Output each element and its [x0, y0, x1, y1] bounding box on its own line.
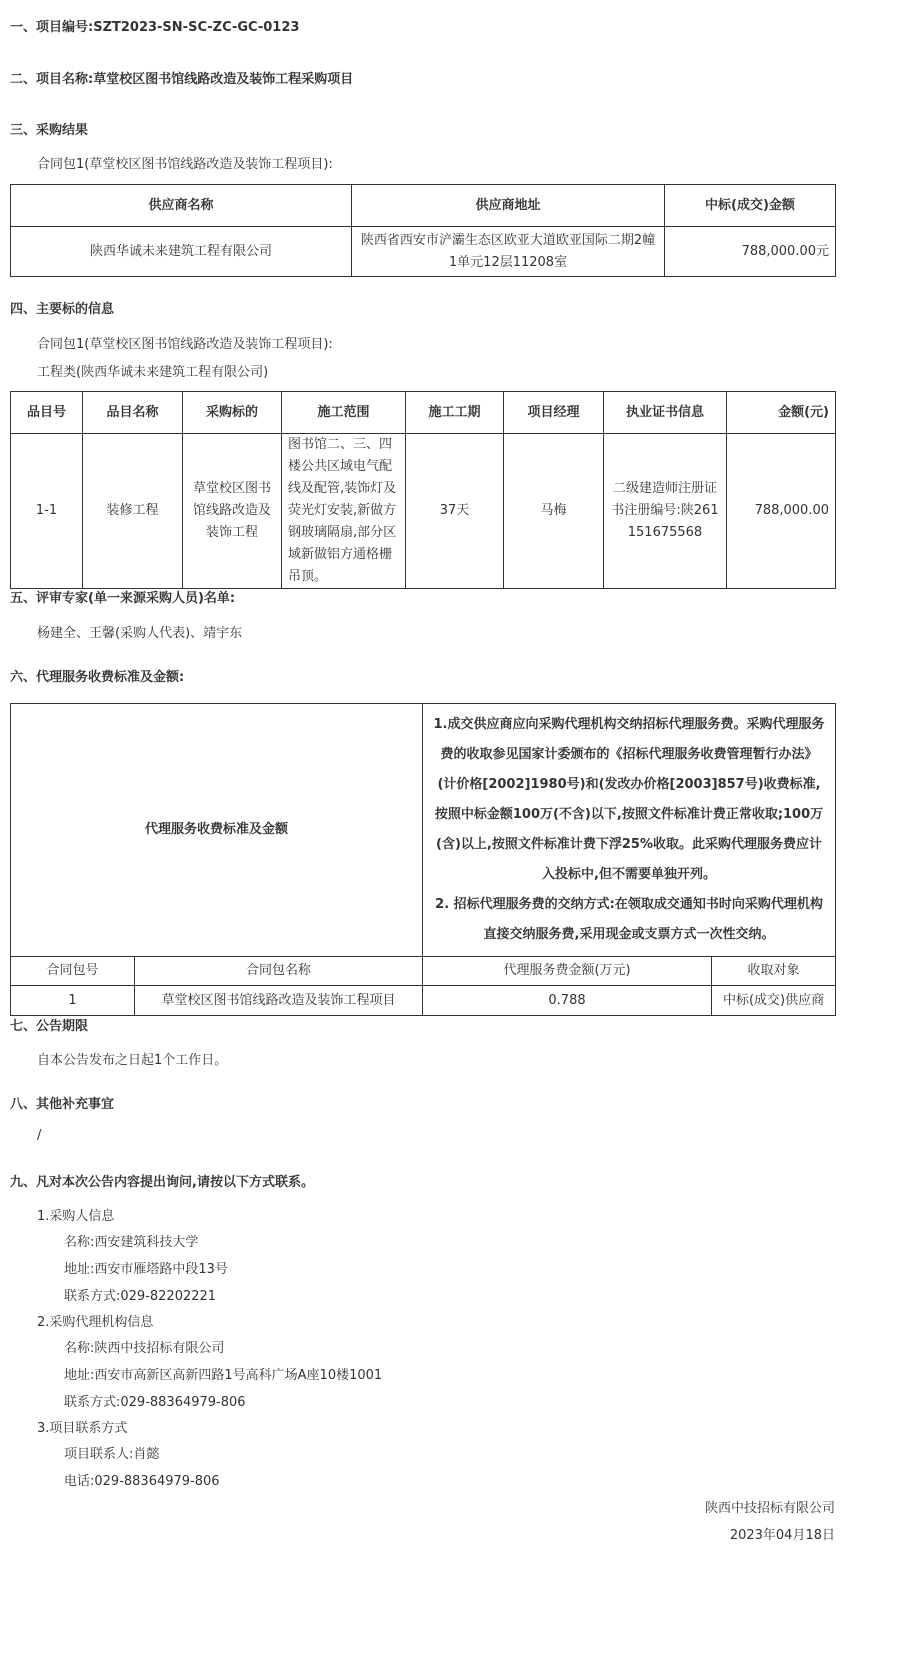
- item-period: 37天: [406, 434, 504, 589]
- supplier-address: 陕西省西安市浐灞生态区欧亚大道欧亚国际二期2幢1单元12层11208室: [352, 227, 665, 277]
- expert-names: 杨建全、王馨(采购人代表)、靖宇东: [37, 626, 243, 641]
- award-amount: 788,000.00元: [665, 227, 836, 277]
- project-number-value: SZT2023-SN-SC-ZC-GC-0123: [93, 20, 300, 35]
- result-table: [10, 184, 836, 277]
- header-package-name: 合同包名称: [135, 957, 423, 986]
- header-fee-target: 收取对象: [712, 957, 836, 986]
- fee-amount: 0.788: [423, 986, 712, 1016]
- result-table-header: [11, 185, 836, 227]
- section-title-main-items: 四、主要标的信息: [10, 302, 115, 317]
- header-item-period: 施工工期: [406, 392, 504, 434]
- project-name: [10, 68, 353, 87]
- buyer-name: 名称:西安建筑科技大学: [64, 1235, 199, 1250]
- header-package-no: 合同包号: [11, 957, 135, 986]
- header-item-name: 品目名称: [83, 392, 183, 434]
- section-title-experts: 五、评审专家(单一来源采购人员)名单:: [10, 591, 236, 606]
- items-table-header: [11, 392, 836, 434]
- section-title-contact: 九、凡对本次公告内容提出询问,请按以下方式联系。: [10, 1175, 314, 1190]
- notice-period-text: 自本公告发布之日起1个工作日。: [37, 1053, 228, 1068]
- agency-fee-label: 代理服务收费标准及金额: [11, 704, 423, 957]
- header-item-cert: 执业证书信息: [604, 392, 727, 434]
- agent-title: 2.采购代理机构信息: [37, 1315, 154, 1330]
- item-name: 装修工程: [83, 434, 183, 589]
- package-name: 草堂校区图书馆线路改造及装饰工程项目: [135, 986, 423, 1016]
- agency-fee-table: [10, 703, 836, 1016]
- buyer-address: 地址:西安市雁塔路中段13号: [64, 1262, 228, 1277]
- header-fee-amount: 代理服务费金额(万元): [423, 957, 712, 986]
- project-contact-phone: 电话:029-88364979-806: [64, 1474, 220, 1489]
- item-scope: 图书馆二、三、四楼公共区域电气配线及配管,装饰灯及荧光灯安装,新做方钢玻璃隔扇,部分区域新做铝方通格栅吊顶。: [282, 434, 406, 589]
- buyer-contact: 联系方式:029-82202221: [64, 1289, 217, 1304]
- agent-contact: 联系方式:029-88364979-806: [64, 1395, 246, 1410]
- header-item-target: 采购标的: [183, 392, 282, 434]
- package-no: 1: [11, 986, 135, 1016]
- project-contact-person: 项目联系人:肖懿: [64, 1447, 160, 1462]
- item-manager: 马梅: [504, 434, 604, 589]
- table-row: [11, 227, 836, 277]
- item-cert: 二级建造师注册证书注册编号:陕261151675568: [604, 434, 727, 589]
- project-number: [10, 16, 299, 35]
- agency-fee-terms: [423, 704, 836, 957]
- project-name-value: 草堂校区图书馆线路改造及装饰工程采购项目: [93, 72, 354, 87]
- table-row: [11, 986, 836, 1016]
- agency-fee-header: [11, 957, 836, 986]
- project-number-label: 一、项目编号:: [10, 20, 94, 35]
- project-name-label: 二、项目名称:: [10, 72, 94, 87]
- agency-fee-term-2: 2. 招标代理服务费的交纳方式:在领取成交通知书时向采购代理机构直接交纳服务费,采用现金或支票方式一次性交纳。: [435, 897, 823, 942]
- other-matters-text: /: [37, 1128, 42, 1143]
- table-row: [11, 434, 836, 589]
- footer-company: 陕西中技招标有限公司: [704, 1501, 835, 1516]
- header-supplier-name: 供应商名称: [11, 185, 352, 227]
- header-item-amount: 金额(元): [727, 392, 836, 434]
- result-package-label: 合同包1(草堂校区图书馆线路改造及装饰工程项目):: [37, 157, 333, 172]
- header-item-scope: 施工范围: [282, 392, 406, 434]
- section-title-other-matters: 八、其他补充事宜: [10, 1097, 115, 1112]
- item-amount: 788,000.00: [727, 434, 836, 589]
- header-award-amount: 中标(成交)金额: [665, 185, 836, 227]
- header-item-no: 品目号: [11, 392, 83, 434]
- agency-fee-standard-row: [11, 704, 836, 957]
- header-item-manager: 项目经理: [504, 392, 604, 434]
- item-target: 草堂校区图书馆线路改造及装饰工程: [183, 434, 282, 589]
- section-title-agency-fee: 六、代理服务收费标准及金额:: [10, 670, 185, 685]
- buyer-title: 1.采购人信息: [37, 1209, 115, 1224]
- project-contact-title: 3.项目联系方式: [37, 1421, 128, 1436]
- items-table: [10, 391, 836, 589]
- item-no: 1-1: [11, 434, 83, 589]
- agent-address: 地址:西安市高新区高新四路1号高科广场A座10楼1001: [64, 1368, 383, 1383]
- agent-name: 名称:陕西中技招标有限公司: [64, 1341, 225, 1356]
- footer-date: 2023年04月18日: [729, 1528, 835, 1543]
- agency-fee-term-1: 1.成交供应商应向采购代理机构交纳招标代理服务费。采购代理服务费的收取参见国家计委颁布的《招标代理服务收费管理暂行办法》(计价格[2002]1980号)和(发改办价格[2003]857号)收费标准,按照中标金额100万(不含)以下,按照文件标准计费正常收取;100万(含)以上,按照文件标准计费下浮25%收取。此采购代理服务费应计入投标中,但不需要单独开列。: [433, 717, 825, 882]
- supplier-name: 陕西华诚未来建筑工程有限公司: [11, 227, 352, 277]
- section-title-notice-period: 七、公告期限: [10, 1019, 89, 1034]
- section-title-result: 三、采购结果: [10, 123, 89, 138]
- items-package-label: 合同包1(草堂校区图书馆线路改造及装饰工程项目):: [37, 337, 333, 352]
- items-category-label: 工程类(陕西华诚未来建筑工程有限公司): [37, 365, 269, 380]
- fee-target: 中标(成交)供应商: [712, 986, 836, 1016]
- header-supplier-address: 供应商地址: [352, 185, 665, 227]
